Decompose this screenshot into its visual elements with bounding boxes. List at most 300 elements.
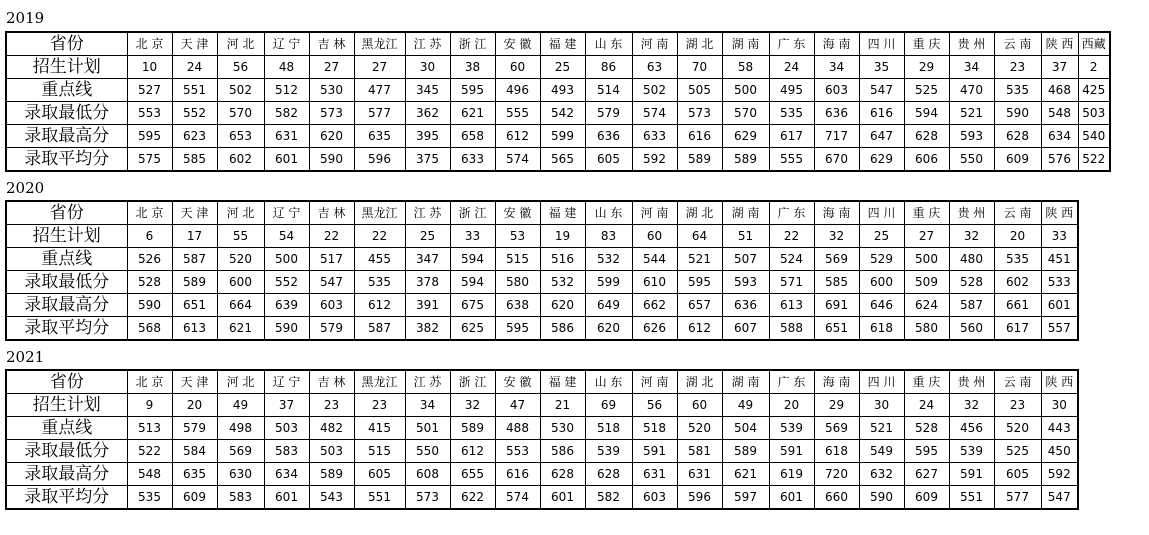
table-cell: 27	[904, 225, 949, 248]
table-cell: 2	[1078, 56, 1110, 79]
row-label: 录取平均分	[6, 486, 127, 510]
province-name: 湖 北	[677, 201, 722, 225]
table-cell: 569	[217, 440, 264, 463]
province-name: 福 建	[540, 370, 585, 394]
province-name: 云 南	[994, 370, 1041, 394]
province-name: 重 庆	[904, 370, 949, 394]
table-cell: 347	[405, 248, 450, 271]
table-cell: 603	[309, 294, 354, 317]
table-cell: 599	[540, 125, 585, 148]
table-cell: 32	[450, 394, 495, 417]
table-cell: 513	[127, 417, 172, 440]
table-cell: 24	[904, 394, 949, 417]
table-cell: 505	[677, 79, 722, 102]
table-cell: 498	[217, 417, 264, 440]
row-label: 录取平均分	[6, 317, 127, 341]
province-name: 辽 宁	[264, 32, 309, 56]
table-cell: 633	[632, 125, 677, 148]
table-row	[6, 225, 1078, 248]
table-cell: 535	[994, 79, 1041, 102]
table-cell: 521	[859, 417, 904, 440]
table-cell: 580	[495, 271, 540, 294]
table-cell: 610	[632, 271, 677, 294]
table-cell: 609	[904, 486, 949, 510]
table-cell: 32	[949, 394, 994, 417]
row-label: 录取最高分	[6, 125, 127, 148]
table-cell: 691	[814, 294, 859, 317]
table-cell: 32	[949, 225, 994, 248]
table-cell: 539	[585, 440, 632, 463]
table-cell: 520	[217, 248, 264, 271]
province-header-row	[6, 370, 1078, 394]
table-cell: 616	[859, 102, 904, 125]
table-cell: 601	[264, 486, 309, 510]
table-cell: 425	[1078, 79, 1110, 102]
province-name: 辽 宁	[264, 370, 309, 394]
province-name: 陕 西	[1041, 201, 1078, 225]
year-heading-2020: 2020	[6, 179, 45, 197]
table-cell: 520	[677, 417, 722, 440]
table-cell: 636	[722, 294, 769, 317]
table-cell: 450	[1041, 440, 1078, 463]
province-name: 福 建	[540, 32, 585, 56]
province-name: 北 京	[127, 370, 172, 394]
table-cell: 550	[405, 440, 450, 463]
table-cell: 601	[769, 486, 814, 510]
table-cell: 551	[949, 486, 994, 510]
table-cell: 525	[904, 79, 949, 102]
table-cell: 517	[309, 248, 354, 271]
table-cell: 658	[450, 125, 495, 148]
table-cell: 588	[769, 317, 814, 341]
table-cell: 587	[354, 317, 405, 341]
table-cell: 501	[405, 417, 450, 440]
table-cell: 589	[450, 417, 495, 440]
table-cell: 23	[354, 394, 405, 417]
table-cell: 582	[264, 102, 309, 125]
table-cell: 25	[859, 225, 904, 248]
table-cell: 547	[1041, 486, 1078, 510]
province-name: 海 南	[814, 201, 859, 225]
row-label: 招生计划	[6, 394, 127, 417]
table-cell: 675	[450, 294, 495, 317]
province-name: 湖 南	[722, 32, 769, 56]
province-name: 黑龙江	[354, 32, 405, 56]
province-header-row	[6, 201, 1078, 225]
table-cell: 29	[814, 394, 859, 417]
table-cell: 391	[405, 294, 450, 317]
table-cell: 590	[309, 148, 354, 172]
table-cell: 47	[495, 394, 540, 417]
table-cell: 603	[814, 79, 859, 102]
province-name: 贵 州	[949, 32, 994, 56]
table-cell: 603	[632, 486, 677, 510]
table-cell: 480	[949, 248, 994, 271]
table-cell: 613	[769, 294, 814, 317]
table-cell: 514	[585, 79, 632, 102]
province-name: 湖 南	[722, 201, 769, 225]
province-name: 重 庆	[904, 201, 949, 225]
table-cell: 48	[264, 56, 309, 79]
table-cell: 49	[217, 394, 264, 417]
table-cell: 618	[814, 440, 859, 463]
table-cell: 518	[632, 417, 677, 440]
province-name: 安 徽	[495, 370, 540, 394]
table-cell: 601	[264, 148, 309, 172]
table-cell: 60	[495, 56, 540, 79]
province-name: 海 南	[814, 370, 859, 394]
table-cell: 548	[1041, 102, 1078, 125]
table-cell: 20	[994, 225, 1041, 248]
table-cell: 636	[585, 125, 632, 148]
table-cell: 574	[495, 148, 540, 172]
table-cell: 518	[585, 417, 632, 440]
table-row	[6, 317, 1078, 341]
table-cell: 651	[814, 317, 859, 341]
table-cell: 34	[949, 56, 994, 79]
table-cell: 600	[217, 271, 264, 294]
province-name: 天 津	[172, 201, 217, 225]
table-cell: 617	[994, 317, 1041, 341]
table-cell: 620	[585, 317, 632, 341]
table-cell: 362	[405, 102, 450, 125]
table-cell: 617	[769, 125, 814, 148]
province-name: 黑龙江	[354, 370, 405, 394]
table-cell: 37	[1041, 56, 1078, 79]
table-cell: 532	[585, 248, 632, 271]
table-cell: 590	[859, 486, 904, 510]
table-cell: 606	[904, 148, 949, 172]
table-cell: 530	[309, 79, 354, 102]
province-name: 云 南	[994, 32, 1041, 56]
table-cell: 502	[632, 79, 677, 102]
year-heading-2021: 2021	[6, 348, 45, 366]
province-name: 辽 宁	[264, 201, 309, 225]
row-label: 录取最低分	[6, 271, 127, 294]
province-name: 吉 林	[309, 32, 354, 56]
table-cell: 717	[814, 125, 859, 148]
table-cell: 585	[814, 271, 859, 294]
table-row	[6, 440, 1078, 463]
table-row	[6, 148, 1110, 172]
table-cell: 629	[859, 148, 904, 172]
table-cell: 547	[859, 79, 904, 102]
row-label: 录取平均分	[6, 148, 127, 172]
table-cell: 56	[632, 394, 677, 417]
table-cell: 522	[127, 440, 172, 463]
table-cell: 477	[354, 79, 405, 102]
table-cell: 605	[994, 463, 1041, 486]
table-row	[6, 248, 1078, 271]
table-cell: 375	[405, 148, 450, 172]
table-cell: 33	[450, 225, 495, 248]
table-cell: 635	[172, 463, 217, 486]
table-cell: 6	[127, 225, 172, 248]
province-name: 山 东	[585, 201, 632, 225]
table-cell: 549	[859, 440, 904, 463]
table-cell: 621	[217, 317, 264, 341]
row-label: 重点线	[6, 248, 127, 271]
table-cell: 38	[450, 56, 495, 79]
table-cell: 582	[585, 486, 632, 510]
row-label: 重点线	[6, 417, 127, 440]
table-cell: 548	[127, 463, 172, 486]
table-cell: 573	[405, 486, 450, 510]
table-cell: 612	[354, 294, 405, 317]
table-cell: 620	[309, 125, 354, 148]
row-label: 录取最低分	[6, 102, 127, 125]
row-label: 录取最高分	[6, 463, 127, 486]
table-cell: 10	[127, 56, 172, 79]
table-cell: 571	[769, 271, 814, 294]
table-cell: 345	[405, 79, 450, 102]
table-cell: 599	[585, 271, 632, 294]
header-label: 省份	[6, 32, 127, 56]
table-cell: 63	[632, 56, 677, 79]
table-cell: 653	[217, 125, 264, 148]
table-cell: 555	[769, 148, 814, 172]
table-cell: 553	[127, 102, 172, 125]
table-cell: 621	[722, 463, 769, 486]
table-cell: 655	[450, 463, 495, 486]
table-cell: 601	[1041, 294, 1078, 317]
table-cell: 488	[495, 417, 540, 440]
province-name: 安 徽	[495, 32, 540, 56]
table-cell: 33	[1041, 225, 1078, 248]
table-cell: 630	[217, 463, 264, 486]
table-cell: 589	[172, 271, 217, 294]
province-name: 湖 北	[677, 370, 722, 394]
row-label: 招生计划	[6, 56, 127, 79]
table-cell: 580	[904, 317, 949, 341]
table-cell: 522	[1078, 148, 1110, 172]
table-cell: 595	[904, 440, 949, 463]
province-name: 浙 江	[450, 32, 495, 56]
province-name: 贵 州	[949, 201, 994, 225]
table-cell: 30	[859, 394, 904, 417]
province-name: 四 川	[859, 32, 904, 56]
table-cell: 662	[632, 294, 677, 317]
table-cell: 395	[405, 125, 450, 148]
province-name: 贵 州	[949, 370, 994, 394]
table-cell: 504	[722, 417, 769, 440]
table-cell: 612	[677, 317, 722, 341]
table-cell: 636	[814, 102, 859, 125]
table-cell: 528	[127, 271, 172, 294]
table-cell: 535	[127, 486, 172, 510]
table-cell: 24	[172, 56, 217, 79]
province-name: 吉 林	[309, 370, 354, 394]
province-name: 河 北	[217, 32, 264, 56]
table-cell: 720	[814, 463, 859, 486]
header-label: 省份	[6, 370, 127, 394]
table-cell: 583	[264, 440, 309, 463]
table-cell: 37	[264, 394, 309, 417]
table-cell: 530	[540, 417, 585, 440]
table-cell: 544	[632, 248, 677, 271]
table-row	[6, 463, 1078, 486]
table-cell: 633	[450, 148, 495, 172]
table-cell: 591	[632, 440, 677, 463]
table-cell: 503	[309, 440, 354, 463]
table-cell: 34	[405, 394, 450, 417]
table-cell: 601	[540, 486, 585, 510]
table-cell: 51	[722, 225, 769, 248]
table-cell: 575	[127, 148, 172, 172]
table-cell: 622	[450, 486, 495, 510]
table-row	[6, 79, 1110, 102]
table-cell: 512	[264, 79, 309, 102]
table-cell: 628	[904, 125, 949, 148]
table-cell: 608	[405, 463, 450, 486]
table-row	[6, 294, 1078, 317]
table-cell: 443	[1041, 417, 1078, 440]
table-cell: 638	[495, 294, 540, 317]
table-cell: 524	[769, 248, 814, 271]
table-cell: 500	[904, 248, 949, 271]
table-cell: 552	[172, 102, 217, 125]
province-name: 陕 西	[1041, 370, 1078, 394]
table-cell: 30	[1041, 394, 1078, 417]
table-cell: 529	[859, 248, 904, 271]
table-cell: 9	[127, 394, 172, 417]
table-cell: 618	[859, 317, 904, 341]
table-cell: 551	[172, 79, 217, 102]
table-cell: 30	[405, 56, 450, 79]
table-cell: 525	[994, 440, 1041, 463]
table-cell: 589	[677, 148, 722, 172]
table-cell: 589	[309, 463, 354, 486]
table-cell: 69	[585, 394, 632, 417]
table-cell: 661	[994, 294, 1041, 317]
table-cell: 590	[264, 317, 309, 341]
table-cell: 593	[949, 125, 994, 148]
table-cell: 22	[769, 225, 814, 248]
province-name: 江 苏	[405, 32, 450, 56]
table-cell: 565	[540, 148, 585, 172]
table-cell: 503	[1078, 102, 1110, 125]
table-cell: 626	[632, 317, 677, 341]
table-cell: 594	[450, 271, 495, 294]
table-cell: 629	[722, 125, 769, 148]
table-cell: 500	[722, 79, 769, 102]
province-name: 山 东	[585, 370, 632, 394]
province-name: 浙 江	[450, 201, 495, 225]
table-cell: 456	[949, 417, 994, 440]
table-cell: 607	[722, 317, 769, 341]
table-cell: 23	[994, 56, 1041, 79]
province-name: 河 北	[217, 370, 264, 394]
table-cell: 621	[450, 102, 495, 125]
table-cell: 574	[632, 102, 677, 125]
table-cell: 535	[994, 248, 1041, 271]
province-name: 湖 北	[677, 32, 722, 56]
table-cell: 19	[540, 225, 585, 248]
table-cell: 647	[859, 125, 904, 148]
table-cell: 560	[949, 317, 994, 341]
province-name: 河 北	[217, 201, 264, 225]
table-cell: 22	[309, 225, 354, 248]
table-cell: 551	[354, 486, 405, 510]
table-cell: 623	[172, 125, 217, 148]
table-cell: 27	[309, 56, 354, 79]
table-cell: 543	[309, 486, 354, 510]
table-cell: 586	[540, 440, 585, 463]
table-cell: 49	[722, 394, 769, 417]
table-cell: 23	[309, 394, 354, 417]
province-name: 天 津	[172, 370, 217, 394]
province-name: 山 东	[585, 32, 632, 56]
table-cell: 32	[814, 225, 859, 248]
table-cell: 540	[1078, 125, 1110, 148]
table-cell: 624	[904, 294, 949, 317]
table-cell: 590	[994, 102, 1041, 125]
table-cell: 586	[540, 317, 585, 341]
table-cell: 609	[172, 486, 217, 510]
table-cell: 547	[309, 271, 354, 294]
row-label: 录取最高分	[6, 294, 127, 317]
table-cell: 592	[1041, 463, 1078, 486]
table-cell: 509	[904, 271, 949, 294]
province-name: 广 东	[769, 32, 814, 56]
table-cell: 528	[904, 417, 949, 440]
table-cell: 592	[632, 148, 677, 172]
table-cell: 593	[722, 271, 769, 294]
table-cell: 502	[217, 79, 264, 102]
header-label: 省份	[6, 201, 127, 225]
table-cell: 594	[904, 102, 949, 125]
table-2021	[5, 369, 1079, 510]
table-cell: 579	[309, 317, 354, 341]
table-cell: 670	[814, 148, 859, 172]
row-label: 重点线	[6, 79, 127, 102]
province-name: 河 南	[632, 32, 677, 56]
table-cell: 589	[722, 440, 769, 463]
row-label: 招生计划	[6, 225, 127, 248]
table-cell: 589	[722, 148, 769, 172]
table-cell: 21	[540, 394, 585, 417]
table-cell: 573	[309, 102, 354, 125]
table-cell: 574	[495, 486, 540, 510]
table-cell: 602	[994, 271, 1041, 294]
table-cell: 550	[949, 148, 994, 172]
province-name: 江 苏	[405, 201, 450, 225]
table-cell: 590	[127, 294, 172, 317]
table-cell: 634	[264, 463, 309, 486]
table-cell: 521	[677, 248, 722, 271]
table-cell: 587	[949, 294, 994, 317]
table-row	[6, 125, 1110, 148]
table-cell: 500	[264, 248, 309, 271]
table-cell: 83	[585, 225, 632, 248]
table-cell: 595	[450, 79, 495, 102]
table-cell: 382	[405, 317, 450, 341]
table-cell: 378	[405, 271, 450, 294]
table-cell: 496	[495, 79, 540, 102]
table-cell: 628	[994, 125, 1041, 148]
province-name: 陕 西	[1041, 32, 1078, 56]
year-heading-2019: 2019	[6, 9, 45, 27]
table-cell: 535	[354, 271, 405, 294]
table-cell: 17	[172, 225, 217, 248]
table-cell: 455	[354, 248, 405, 271]
table-cell: 573	[677, 102, 722, 125]
table-cell: 557	[1041, 317, 1078, 341]
table-cell: 27	[354, 56, 405, 79]
table-cell: 29	[904, 56, 949, 79]
table-cell: 596	[677, 486, 722, 510]
table-cell: 631	[632, 463, 677, 486]
